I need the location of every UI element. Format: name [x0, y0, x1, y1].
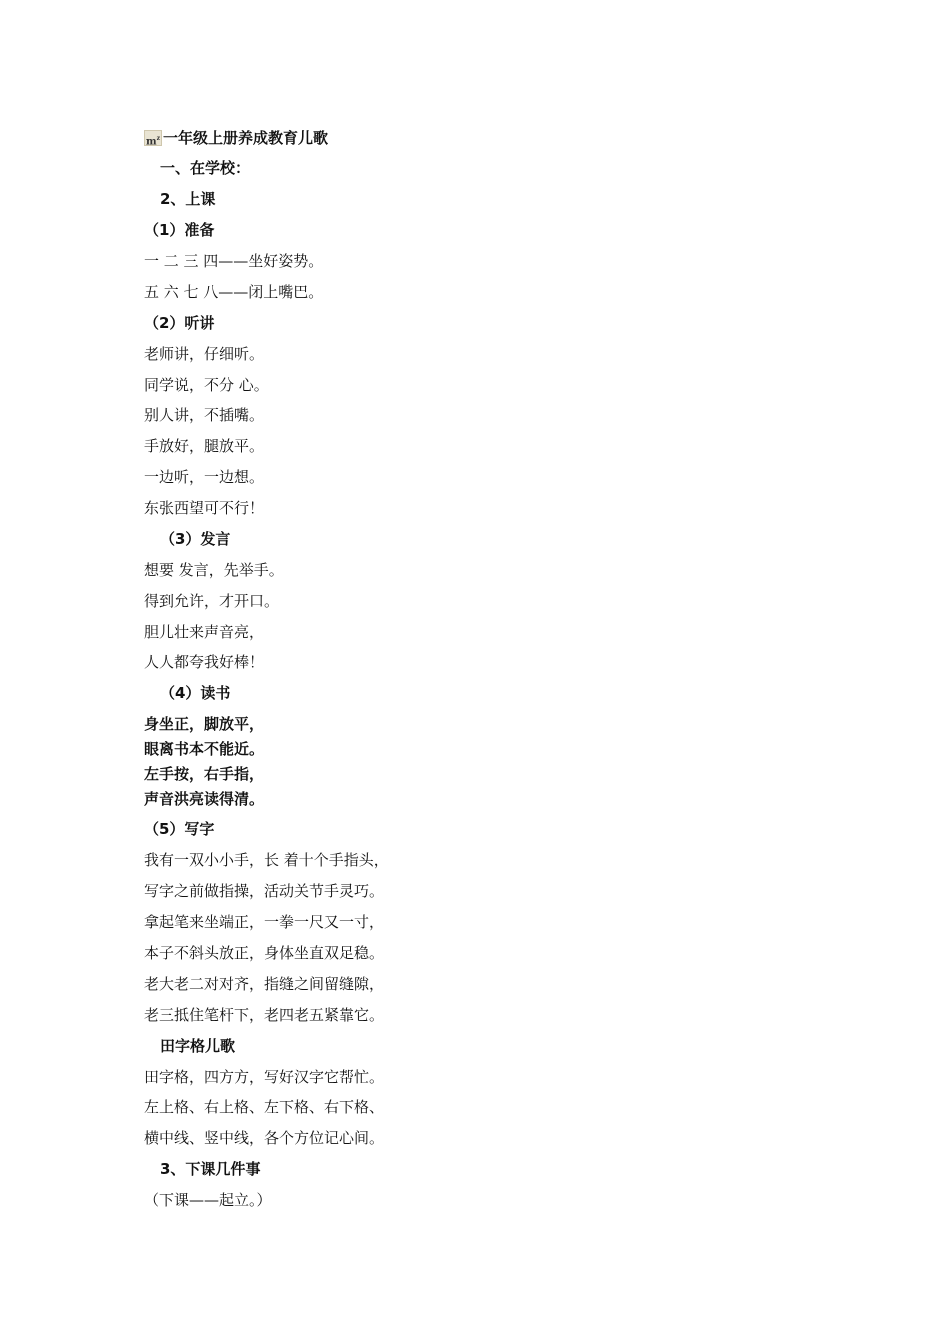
grid-line: 左上格、右上格、左下格、右下格、: [144, 1098, 385, 1116]
grid-line: 横中线、竖中线，各个方位记心间。: [144, 1129, 385, 1147]
listen-line: 老师讲，仔细听。: [144, 345, 265, 363]
write-line: 拿起笔来坐端正，一拳一尺又一寸，: [144, 913, 385, 931]
write-line: 老三抵住笔杆下，老四老五紧靠它。: [144, 1006, 385, 1024]
heading-read: （4）读书: [160, 684, 231, 702]
speak-line: 胆儿壮来声音亮，: [144, 623, 265, 641]
write-line: 我有一双小小手，长 着十个手指头，: [144, 851, 389, 869]
listen-line: 同学说，不分 心。: [144, 376, 269, 394]
read-line: 身坐正，脚放平，: [144, 715, 265, 733]
listen-line: 手放好，腿放平。: [144, 437, 265, 455]
subheading-break: 3、下课几件事: [160, 1160, 261, 1178]
read-line: 左手按，右手指，: [144, 765, 265, 783]
prep-line: 五 六 七 八——闭上嘴巴。: [144, 283, 324, 301]
write-line: 老大老二对对齐，指缝之间留缝隙，: [144, 975, 385, 993]
break-line: （下课——起立。）: [144, 1191, 272, 1209]
grid-line: 田字格，四方方，写好汉字它帮忙。: [144, 1068, 385, 1086]
read-line: 眼离书本不能近。: [144, 740, 265, 758]
write-line: 写字之前做指操，活动关节手灵巧。: [144, 882, 385, 900]
document-logo-icon: $m^z$: [144, 130, 162, 146]
heading-write: （5）写字: [144, 820, 215, 838]
document-page: [144, 0, 864, 1344]
section-heading-school: 一、在学校：: [160, 159, 251, 177]
doc-title: [144, 128, 328, 148]
write-line: 本子不斜头放正，身体坐直双足稳。: [144, 944, 385, 962]
heading-prep: （1）准备: [144, 221, 215, 239]
listen-line: 别人讲，不插嘴。: [144, 406, 265, 424]
listen-line: 东张西望可不行！: [144, 499, 265, 517]
listen-line: 一边听，一边想。: [144, 468, 265, 486]
doc-title-text: 一年级上册养成教育儿歌: [163, 129, 329, 147]
subheading-class: 2、上课: [160, 190, 216, 208]
speak-line: 想要 发言，先举手。: [144, 561, 284, 579]
speak-line: 人人都夸我好棒！: [144, 653, 265, 671]
heading-grid: 田字格儿歌: [160, 1037, 236, 1055]
heading-listen: （2）听讲: [144, 314, 215, 332]
prep-line: 一 二 三 四——坐好姿势。: [144, 252, 324, 270]
read-line: 声音洪亮读得清。: [144, 790, 265, 808]
heading-speak: （3）发言: [160, 530, 231, 548]
speak-line: 得到允许，才开口。: [144, 592, 280, 610]
